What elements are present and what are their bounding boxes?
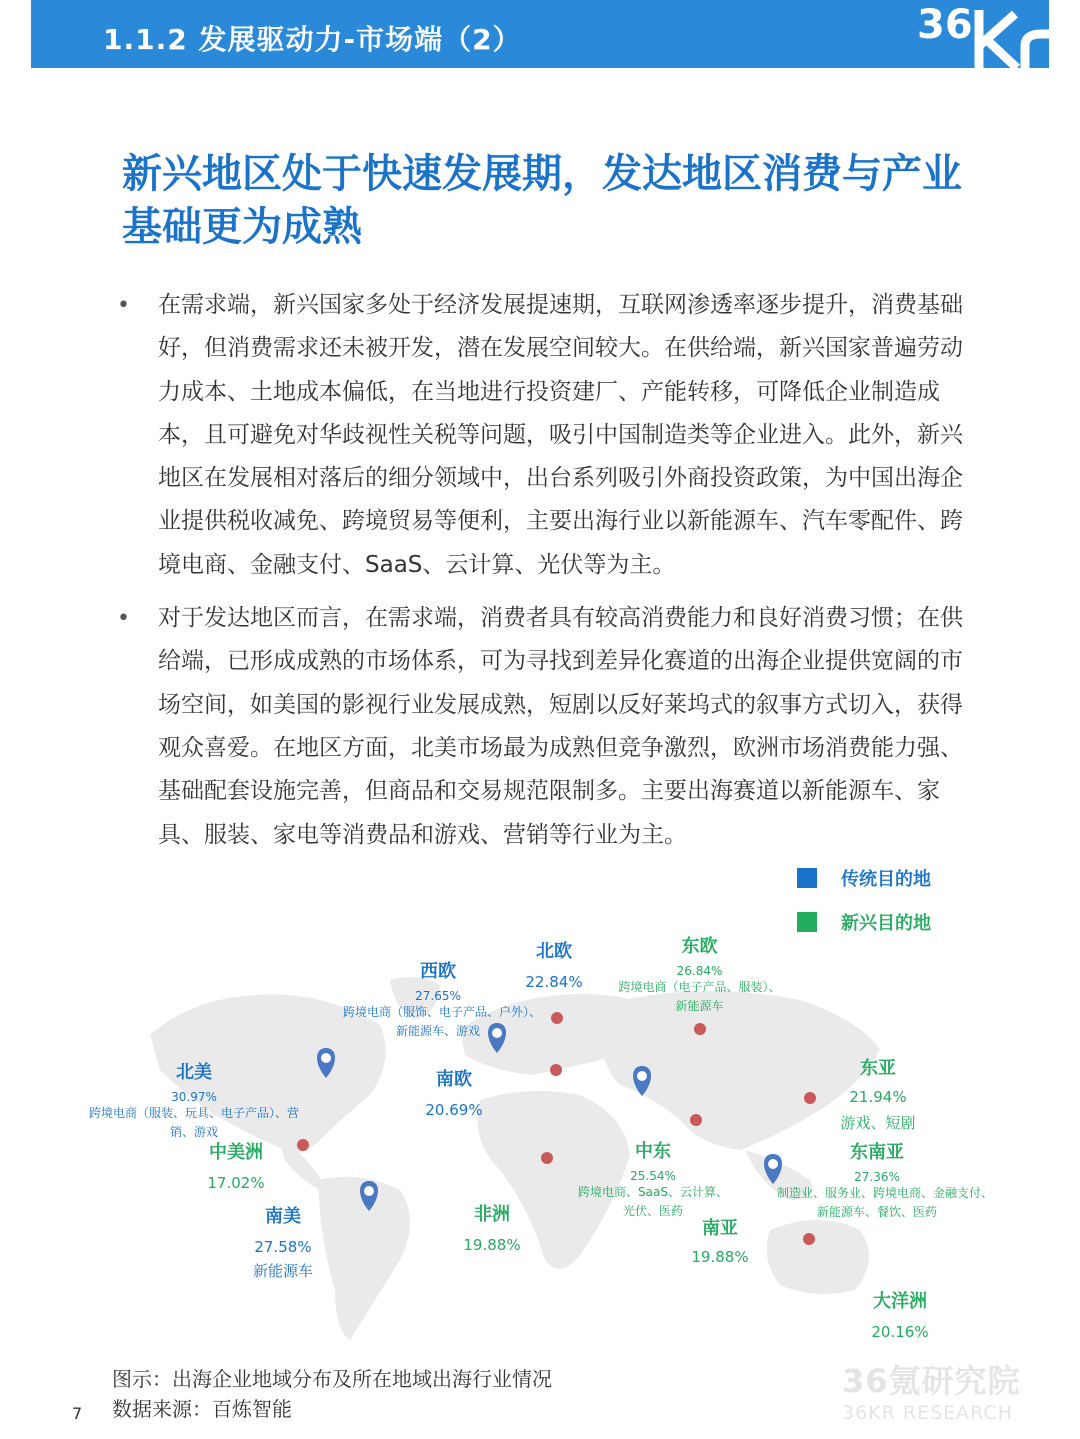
region-south-america — [243, 1202, 323, 1281]
region-pct: 21.94% — [849, 1088, 907, 1106]
bullet-dot-icon: • — [117, 606, 130, 632]
marker-dot — [551, 1012, 563, 1024]
region-southern-europe — [414, 1065, 494, 1119]
region-eastern-europe — [612, 932, 787, 1016]
legend-emerging — [797, 909, 931, 935]
bullet-text: 在需求端，新兴国家多处于经济发展提速期，互联网渗透率逐步提升，消费基础好，但消费需求还未被开发，潜在发展空间较大。在供给端，新兴国家普遍劳动力成本、土地成本偏低，在当地进行投资建厂、产能转移，可降低企业制造成本，且可避免对华歧视性关税等问题，吸引中国制造类等企业进入。此外，新兴地区在发展相对落后的细分领域中，出台系列吸引外商投资政策，为中国出海企业提供税收减免、跨境贸易等便利，主要出海行业以新能源车、汽车零配件、跨境电商、金融支付、SaaS、云计算、光伏等为主。 — [158, 292, 963, 578]
region-name: 中东 — [635, 1141, 671, 1162]
region-pct: 19.88% — [463, 1236, 521, 1254]
section-title: 1.1.2 发展驱动力-市场端（2） — [103, 23, 522, 56]
marker-dot — [550, 1064, 562, 1076]
region-name: 非洲 — [474, 1204, 510, 1225]
bullet-item — [115, 284, 965, 587]
region-industries: 制造业、服务业、跨境电商、金融支付、 — [777, 1186, 994, 1200]
region-industries: 跨境电商（服装、玩具、电子产品）、营 — [88, 1106, 299, 1120]
region-name: 西欧 — [420, 961, 456, 982]
region-industries: 光伏、医药 — [622, 1204, 683, 1218]
region-north-america — [84, 1058, 304, 1142]
logo-36kr — [917, 0, 1049, 68]
region-pct: 20.16% — [871, 1323, 929, 1341]
legend-label: 新兴目的地 — [841, 913, 931, 934]
caption-source: 数据来源：百炼智能 — [112, 1397, 292, 1421]
bullet-dot-icon: • — [117, 293, 130, 318]
region-name: 北美 — [176, 1062, 212, 1083]
region-western-europe — [343, 957, 542, 1041]
region-industries: 新能源车 — [252, 1262, 313, 1280]
region-pct: 26.84% — [676, 964, 723, 978]
region-pct: 20.69% — [425, 1101, 483, 1119]
region-industries: 跨境电商（服饰、电子产品、户外）、 — [343, 1005, 542, 1019]
marker-dot — [694, 1023, 706, 1035]
region-name: 东亚 — [860, 1058, 896, 1079]
marker-dot — [541, 1152, 553, 1164]
logo-36kr-icon — [917, 0, 1049, 68]
marker-dot — [804, 1092, 816, 1104]
region-pct: 27.36% — [854, 1170, 900, 1184]
region-south-asia — [680, 1214, 760, 1266]
region-name: 东欧 — [681, 936, 718, 957]
legend-traditional — [797, 865, 931, 891]
region-central-america — [196, 1138, 276, 1192]
region-northern-europe — [514, 937, 594, 991]
region-name: 大洋洲 — [873, 1291, 927, 1312]
marker-dot — [690, 1114, 702, 1126]
region-africa — [452, 1200, 532, 1254]
figure-caption — [112, 1364, 552, 1424]
watermark-title: 36氪研究院 — [842, 1362, 1021, 1400]
watermark — [842, 1356, 1021, 1424]
region-name: 南亚 — [702, 1218, 738, 1239]
region-industries: 销、游戏 — [169, 1125, 218, 1139]
watermark-subtitle: 36KR RESEARCH — [842, 1402, 1013, 1424]
region-pct: 27.58% — [254, 1238, 312, 1256]
region-industries: 游戏、短剧 — [840, 1114, 916, 1132]
region-industries: 新能源车、游戏 — [395, 1024, 480, 1038]
region-pct: 30.97% — [171, 1090, 217, 1104]
region-industries: 新能源车、餐饮、医药 — [816, 1205, 937, 1219]
region-industries: 跨境电商（电子产品、服装）、 — [618, 980, 781, 994]
region-east-asia — [836, 1054, 920, 1133]
page-headline: 新兴地区处于快速发展期，发达地区消费与产业基础更为成熟 — [122, 151, 962, 250]
region-pct: 22.84% — [525, 973, 583, 991]
bullet-list — [115, 284, 965, 867]
header-bar — [31, 0, 1049, 68]
legend-swatch-blue — [797, 868, 817, 888]
region-oceania — [860, 1287, 940, 1341]
region-middle-east — [573, 1137, 733, 1221]
region-name: 中美洲 — [209, 1142, 263, 1163]
legend-swatch-green — [797, 912, 817, 932]
region-pct: 17.02% — [207, 1174, 265, 1192]
region-name: 南欧 — [436, 1069, 472, 1090]
caption-title: 图示：出海企业地域分布及所在地域出海行业情况 — [112, 1367, 552, 1391]
region-name: 东南亚 — [850, 1142, 904, 1163]
region-name: 北欧 — [536, 941, 572, 962]
bullet-text: 对于发达地区而言，在需求端，消费者具有较高消费能力和良好消费习惯；在供给端，已形成成熟的市场体系，可为寻找到差异化赛道的出海企业提供宽阔的市场空间，如美国的影视行业发展成熟，短剧以反好莱坞式的叙事方式切入，获得观众喜爱。在地区方面，北美市场最为成熟但竞争激烈，欧洲市场消费能力强、基础配套设施完善，但商品和交易规范限制多。主要出海赛道以新能源车、家具、服装、家电等消费品和游戏、营销等行业为主。 — [158, 605, 963, 848]
region-southeast-asia — [777, 1138, 994, 1222]
marker-dot — [803, 1233, 815, 1245]
region-industries: 新能源车 — [675, 999, 724, 1013]
world-map-figure — [0, 860, 1080, 1360]
region-industries: 跨境电商、SaaS、云计算、 — [578, 1185, 728, 1199]
page-number: 7 — [72, 1404, 83, 1423]
region-pct: 19.88% — [691, 1248, 749, 1266]
bullet-item — [115, 597, 965, 857]
region-pct: 27.65% — [415, 989, 461, 1003]
svg-text:36: 36 — [917, 2, 973, 48]
region-pct: 25.54% — [630, 1169, 676, 1183]
legend-label: 传统目的地 — [841, 869, 931, 890]
region-name: 南美 — [265, 1206, 301, 1227]
